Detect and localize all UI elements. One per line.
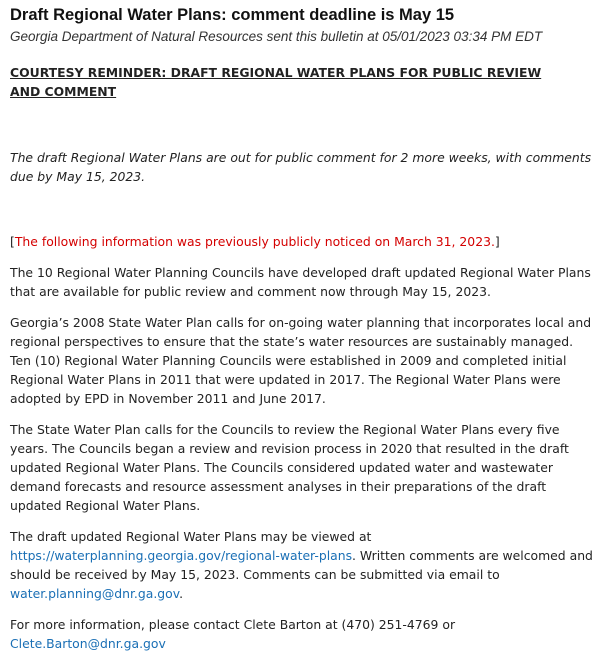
notice-open-bracket: [ [10, 234, 15, 249]
paragraph-contact [10, 615, 595, 653]
paragraph-review: The State Water Plan calls for the Councils to review the Regional Water Plans every five years. The Councils began a review and revision process in 2020 that resulted in the draft updated Regional Water Plans. The Councils considered updated water and wastewater demand forecasts and resource assessment analyses in their preparations of the draft updated Regional Water Plans. [10, 422, 569, 513]
paragraph-view-plans [10, 527, 595, 603]
regional-water-plans-link[interactable]: https://waterplanning.georgia.gov/regional-water-plans [10, 548, 353, 563]
contact-email-link[interactable]: Clete.Barton@dnr.ga.gov [10, 636, 166, 651]
reminder-heading: COURTESY REMINDER: DRAFT REGIONAL WATER PLANS FOR PUBLIC REVIEW AND COMMENT [10, 65, 542, 99]
water-planning-email-link[interactable]: water.planning@dnr.ga.gov [10, 586, 180, 601]
notice-close-bracket: ] [494, 234, 500, 249]
bulletin-byline [10, 28, 600, 46]
notice-line [10, 232, 600, 251]
intro-paragraph: The draft Regional Water Plans are out for public comment for 2 more weeks, with comments due by May 15, 2023. [10, 150, 592, 184]
period-text: . [179, 586, 184, 601]
contact-text: For more information, please contact Clete Barton at (470) 251-4769 or [10, 617, 456, 632]
sender-link[interactable]: Georgia Department of Natural Resources [10, 29, 263, 44]
comments-text: . Written comments are welcomed and should be received by May 15, 2023. Comments can be submitted via email to [10, 548, 593, 582]
sent-text: sent this bulletin at [266, 29, 379, 44]
sent-timestamp: 05/01/2023 03:34 PM EDT [382, 29, 543, 44]
paragraph-state-plan: Georgia’s 2008 State Water Plan calls for on-going water planning that incorporates local and regional perspectives to ensure that the state’s water resources are sustainably managed. Ten (10) Regional Water Planning Councils were established in 2009 and completed initial Regional Water Plans in 2011 that were updated in 2017. The Regional Water Plans were adopted by EPD in November 2011 and June 2017. [10, 315, 592, 406]
bulletin-title: Draft Regional Water Plans: comment deadline is May 15 [10, 6, 455, 24]
view-plans-text: The draft updated Regional Water Plans may be viewed at [10, 529, 372, 544]
notice-text: The following information was previously publicly noticed on March 31, 2023. [14, 234, 495, 249]
paragraph-councils: The 10 Regional Water Planning Councils have developed draft updated Regional Water Plans that are available for public review and comment now through May 15, 2023. [10, 265, 591, 299]
